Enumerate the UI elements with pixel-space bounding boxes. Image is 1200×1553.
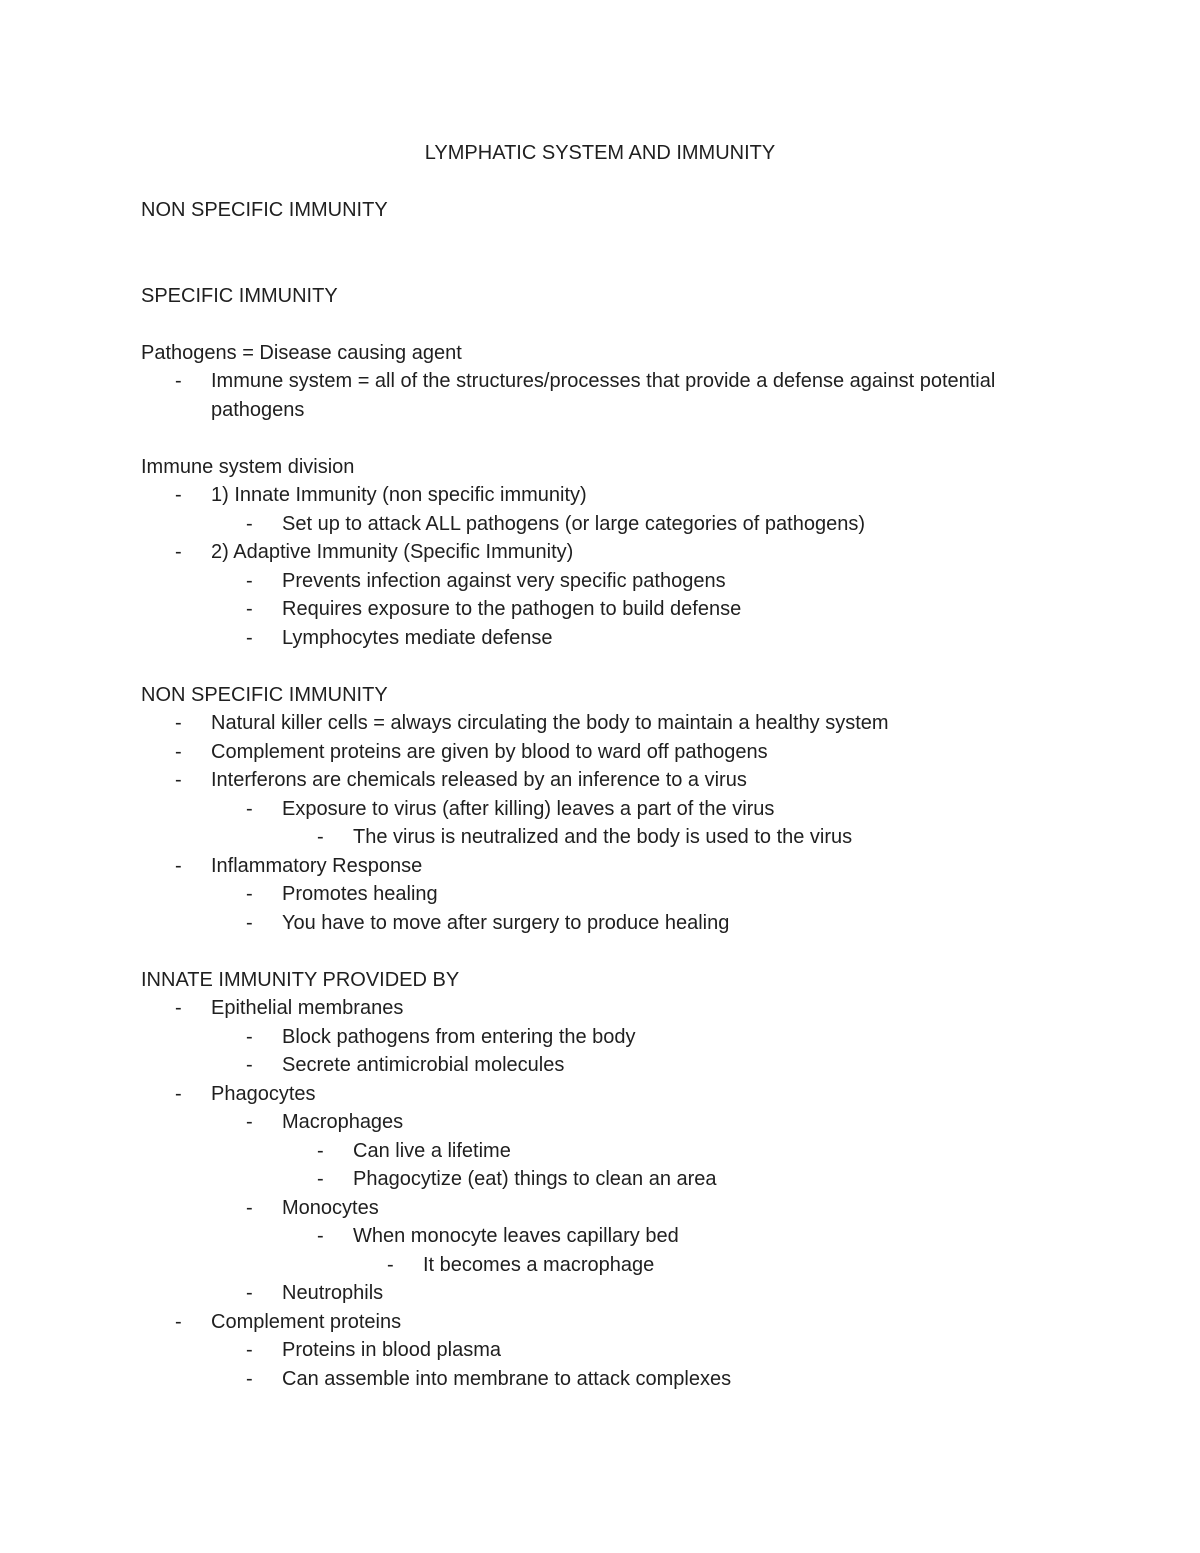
- dash-bullet: -: [317, 1225, 324, 1247]
- dash-bullet: -: [175, 1082, 182, 1105]
- dash-bullet: -: [246, 1111, 253, 1133]
- list-item-text: Phagocytize (eat) things to clean an area: [353, 1168, 717, 1190]
- dash-bullet: -: [175, 370, 182, 392]
- list-item: [141, 1251, 1081, 1280]
- section-heading: SPECIFIC IMMUNITY: [141, 284, 338, 307]
- list-item: [141, 367, 1081, 424]
- dash-bullet: -: [246, 883, 253, 905]
- section-heading: INNATE IMMUNITY PROVIDED BY: [141, 968, 460, 991]
- list-item: [141, 1222, 1081, 1251]
- dash-bullet: -: [246, 1196, 253, 1219]
- list-item-text: You have to move after surgery to produce healing: [282, 911, 730, 934]
- dash-bullet: -: [387, 1253, 394, 1276]
- list-item-text: Monocytes: [282, 1196, 379, 1219]
- dash-bullet: -: [246, 1054, 253, 1076]
- list-item: [141, 823, 1081, 852]
- list-item-text: Requires exposure to the pathogen to build defense: [282, 598, 742, 620]
- dash-bullet: -: [175, 541, 182, 563]
- list-item-text: Secrete antimicrobial molecules: [282, 1054, 565, 1076]
- list-item-text: Lymphocytes mediate defense: [282, 626, 553, 649]
- dash-bullet: -: [175, 712, 182, 734]
- dash-bullet: -: [175, 484, 182, 506]
- list-item: [141, 1108, 1081, 1137]
- list-item-text: 2) Adaptive Immunity (Specific Immunity): [211, 541, 574, 563]
- dash-bullet: -: [246, 1339, 253, 1361]
- list-item-text: Phagocytes: [211, 1082, 316, 1105]
- dash-bullet: -: [246, 797, 253, 820]
- dash-bullet: -: [175, 740, 182, 763]
- list-item: [141, 994, 1081, 1023]
- list-item: [141, 1165, 1081, 1194]
- dash-bullet: -: [317, 1139, 324, 1162]
- list-item: [141, 1365, 1081, 1394]
- list-item-text: Interferons are chemicals released by an inference to a virus: [211, 769, 747, 791]
- list-item-text: Neutrophils: [282, 1282, 384, 1304]
- dash-bullet: -: [246, 1025, 253, 1048]
- document-title: LYMPHATIC SYSTEM AND IMMUNITY: [424, 142, 776, 164]
- list-item: [141, 795, 1081, 824]
- list-item: [141, 1137, 1081, 1166]
- dash-bullet: -: [246, 626, 253, 649]
- list-item-text: When monocyte leaves capillary bed: [353, 1225, 679, 1247]
- list-item-text: Promotes healing: [282, 883, 438, 905]
- list-item-text: Block pathogens from entering the body: [282, 1025, 636, 1048]
- list-item: [141, 709, 1081, 738]
- list-item-text: Epithelial membranes: [211, 997, 404, 1019]
- list-item: [141, 595, 1081, 624]
- list-item-text: Macrophages: [282, 1111, 404, 1133]
- dash-bullet: -: [246, 1367, 253, 1390]
- list-item: [141, 1080, 1081, 1109]
- dash-bullet: -: [246, 911, 253, 934]
- list-item: [141, 1051, 1081, 1080]
- list-item-text: Can live a lifetime: [353, 1139, 511, 1162]
- bullet-list: [141, 367, 1081, 424]
- dash-bullet: -: [175, 997, 182, 1019]
- list-item: [141, 1308, 1081, 1337]
- document-body: [141, 196, 1081, 1393]
- dash-bullet: -: [317, 1168, 324, 1190]
- section-heading: Pathogens = Disease causing agent: [141, 341, 462, 364]
- list-item: [141, 1336, 1081, 1365]
- list-item-text: Proteins in blood plasma: [282, 1339, 502, 1361]
- section-heading: NON SPECIFIC IMMUNITY: [141, 683, 388, 706]
- list-item-text: Exposure to virus (after killing) leaves a part of the virus: [282, 797, 775, 820]
- list-item-text: Prevents infection against very specific pathogens: [282, 569, 726, 592]
- dash-bullet: -: [246, 1282, 253, 1304]
- list-item-text: Immune system = all of the structures/processes that provide a defense against potential pathogens: [211, 370, 996, 421]
- list-item: [141, 880, 1081, 909]
- list-item-text: Natural killer cells = always circulating the body to maintain a healthy system: [211, 712, 889, 734]
- dash-bullet: -: [246, 598, 253, 620]
- bullet-list: [141, 709, 1081, 937]
- dash-bullet: -: [175, 1310, 182, 1333]
- list-item-text: It becomes a macrophage: [423, 1253, 655, 1276]
- list-item-text: Inflammatory Response: [211, 854, 423, 877]
- dash-bullet: -: [175, 854, 182, 877]
- list-item: [141, 852, 1081, 881]
- list-item: [141, 510, 1081, 539]
- list-item: [141, 1023, 1081, 1052]
- spacer: [141, 652, 1081, 681]
- list-item: [141, 624, 1081, 653]
- list-item: [141, 909, 1081, 938]
- dash-bullet: -: [246, 512, 253, 535]
- bullet-list: [141, 481, 1081, 652]
- dash-bullet: -: [317, 826, 324, 848]
- bullet-list: [141, 994, 1081, 1393]
- list-item: [141, 481, 1081, 510]
- list-item: [141, 766, 1081, 795]
- list-item-text: Complement proteins are given by blood to ward off pathogens: [211, 740, 768, 763]
- section-heading: Immune system division: [141, 455, 355, 478]
- spacer: [141, 225, 1081, 282]
- list-item-text: Can assemble into membrane to attack complexes: [282, 1367, 732, 1390]
- dash-bullet: -: [175, 769, 182, 791]
- list-item: [141, 1194, 1081, 1223]
- list-item-text: The virus is neutralized and the body is used to the virus: [353, 826, 853, 848]
- list-item: [141, 1279, 1081, 1308]
- list-item-text: 1) Innate Immunity (non specific immunity): [211, 484, 587, 506]
- spacer: [141, 424, 1081, 453]
- spacer: [141, 310, 1081, 339]
- list-item: [141, 538, 1081, 567]
- list-item-text: Set up to attack ALL pathogens (or large categories of pathogens): [282, 512, 865, 535]
- section-heading: NON SPECIFIC IMMUNITY: [141, 199, 388, 221]
- spacer: [141, 937, 1081, 966]
- dash-bullet: -: [246, 569, 253, 592]
- list-item: [141, 567, 1081, 596]
- list-item-text: Complement proteins: [211, 1310, 402, 1333]
- list-item: [141, 738, 1081, 767]
